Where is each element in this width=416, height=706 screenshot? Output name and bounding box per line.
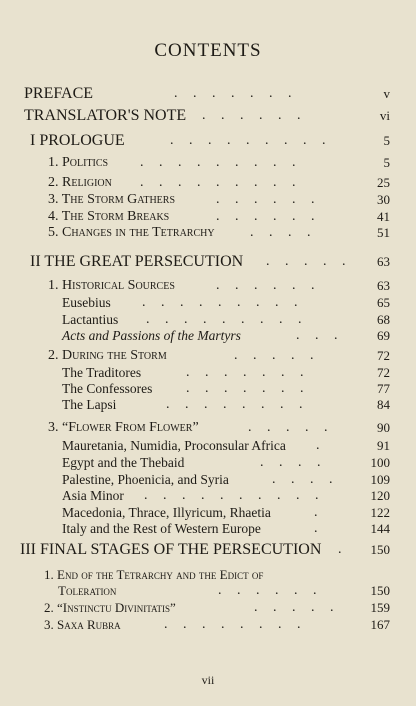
leader-dots: . . . . .	[248, 420, 334, 435]
leader-dots: . . . . . . . . .	[142, 295, 304, 310]
toc-entry-page: 69	[377, 328, 390, 343]
toc-entry-page: 109	[370, 472, 390, 487]
leader-dots: . . .	[296, 328, 344, 343]
leader-dots: .	[314, 521, 324, 536]
toc-entry-page: 120	[370, 488, 390, 503]
toc-entry-title: Italy and the Rest of Western Europe	[62, 521, 261, 536]
toc-entry-page: 167	[370, 617, 390, 632]
leader-dots: . . . . . . .	[186, 381, 310, 396]
toc-entry-title: 3. The Storm Gathers	[48, 192, 176, 207]
toc-entry-page: 159	[370, 600, 390, 615]
toc-entry-page: 144	[370, 521, 390, 536]
toc-entry	[62, 519, 390, 539]
toc-entry-title: 1. Historical Sources	[48, 278, 175, 293]
toc-entry-title: Palestine, Phoenicia, and Syria	[62, 472, 229, 487]
toc-entry	[62, 395, 390, 415]
toc-entry-title: 4. The Storm Breaks	[48, 209, 170, 224]
toc-entry-title: PREFACE	[24, 85, 94, 102]
leader-dots: .	[314, 505, 324, 520]
leader-dots: . . . . . . .	[186, 365, 310, 380]
toc-entry	[44, 615, 390, 635]
leader-dots: . . . . . . . . .	[170, 133, 332, 148]
toc-entry-page: 63	[377, 254, 390, 269]
toc-entry	[62, 326, 390, 346]
toc-entry-translators-note	[24, 106, 390, 126]
leader-dots: . . . . . .	[202, 108, 307, 123]
toc-entry-page: 91	[377, 438, 390, 453]
page-title: CONTENTS	[154, 40, 262, 61]
leader-dots: . . . . . . . . .	[140, 175, 302, 190]
toc-entry-title: Eusebius	[62, 295, 111, 310]
toc-entry-title: Macedonia, Thrace, Illyricum, Rhaetia	[62, 505, 271, 520]
leader-dots: . . . .	[260, 455, 327, 470]
toc-entry-page: 150	[370, 583, 390, 598]
toc-entry-page: 30	[377, 192, 390, 207]
leader-dots: . . . . . . . .	[166, 397, 309, 412]
leader-dots: . . . . .	[266, 254, 352, 269]
toc-entry-title: Asia Minor	[62, 488, 124, 503]
toc-entry-title: 3. Saxa Rubra	[44, 617, 121, 632]
toc-entry-page: 5	[383, 133, 390, 148]
toc-entry-title: Egypt and the Thebaid	[62, 455, 185, 470]
toc-entry-title: Toleration	[58, 583, 117, 598]
leader-dots: . . . . .	[254, 600, 340, 615]
toc-entry-page: 100	[370, 455, 390, 470]
leader-dots: . . . . .	[234, 348, 320, 363]
toc-entry-page: 68	[377, 312, 390, 327]
toc-entry	[48, 223, 390, 243]
toc-entry-title: 3. “Flower From Flower”	[48, 420, 199, 435]
toc-entry-title: 5. Changes in the Tetrarchy	[48, 225, 215, 240]
leader-dots: .	[316, 438, 326, 453]
toc-part-ii	[30, 252, 390, 272]
toc-entry-title: The Confessores	[62, 381, 153, 396]
toc-entry-preface	[24, 84, 390, 104]
leader-dots: . . . . . .	[218, 583, 323, 598]
toc-entry-page: 77	[377, 381, 390, 396]
toc-entry-page: 150	[370, 542, 390, 557]
toc-entry-page: 41	[377, 209, 390, 224]
leader-dots: . . . .	[272, 472, 339, 487]
toc-entry-page: vi	[379, 108, 390, 123]
toc-part-iii	[20, 540, 390, 560]
toc-entry-title: 2. Religion	[48, 175, 112, 190]
page-number: vii	[201, 673, 215, 687]
toc-entry-page: 72	[377, 365, 390, 380]
toc-entry-title: 1. Politics	[48, 155, 109, 170]
toc-entry-title: TRANSLATOR'S NOTE	[24, 107, 187, 124]
toc-entry-page: 65	[377, 295, 390, 310]
toc-entry-page: 72	[377, 348, 390, 363]
leader-dots: . . . .	[250, 225, 317, 240]
leader-dots: .	[338, 542, 348, 557]
leader-dots: . . . . . . . . .	[146, 312, 308, 327]
toc-entry-title: The Lapsi	[62, 397, 117, 412]
toc-entry	[48, 153, 390, 173]
toc-part-i	[30, 131, 390, 151]
leader-dots: . . . . . . . . . .	[144, 488, 325, 503]
leader-dots: . . . . . .	[216, 192, 321, 207]
toc-entry-title: Mauretania, Numidia, Proconsular Africa	[62, 438, 286, 453]
toc-entry-title: 2. “Instinctu Divinitatis”	[44, 600, 176, 615]
toc-entry-page: 5	[383, 155, 390, 170]
leader-dots: . . . . . .	[216, 278, 321, 293]
toc-entry-page: 25	[377, 175, 390, 190]
leader-dots: . . . . . .	[216, 209, 321, 224]
toc-entry-title: I PROLOGUE	[30, 132, 125, 149]
toc-entry-page: 63	[377, 278, 390, 293]
toc-entry-title: III FINAL STAGES OF THE PERSECUTION	[20, 541, 322, 558]
toc-entry-page: v	[383, 86, 390, 101]
leader-dots: . . . . . . . . .	[140, 155, 302, 170]
toc-entry-page: 51	[377, 225, 390, 240]
toc-entry-title: The Traditores	[62, 365, 142, 380]
toc-entry-title: II THE GREAT PERSECUTION	[30, 253, 244, 270]
toc-entry-title: Acts and Passions of the Martyrs	[62, 328, 241, 343]
toc-entry-title: Lactantius	[62, 312, 119, 327]
leader-dots: . . . . . . . .	[164, 617, 307, 632]
leader-dots: . . . . . . .	[174, 86, 298, 101]
toc-entry-title: 1. End of the Tetrarchy and the Edict of	[44, 567, 264, 582]
toc-entry-page: 90	[377, 420, 390, 435]
toc-entry-title: 2. During the Storm	[48, 348, 167, 363]
toc-entry	[48, 418, 390, 438]
toc-entry-page: 84	[377, 397, 390, 412]
toc-entry-page: 122	[370, 505, 390, 520]
